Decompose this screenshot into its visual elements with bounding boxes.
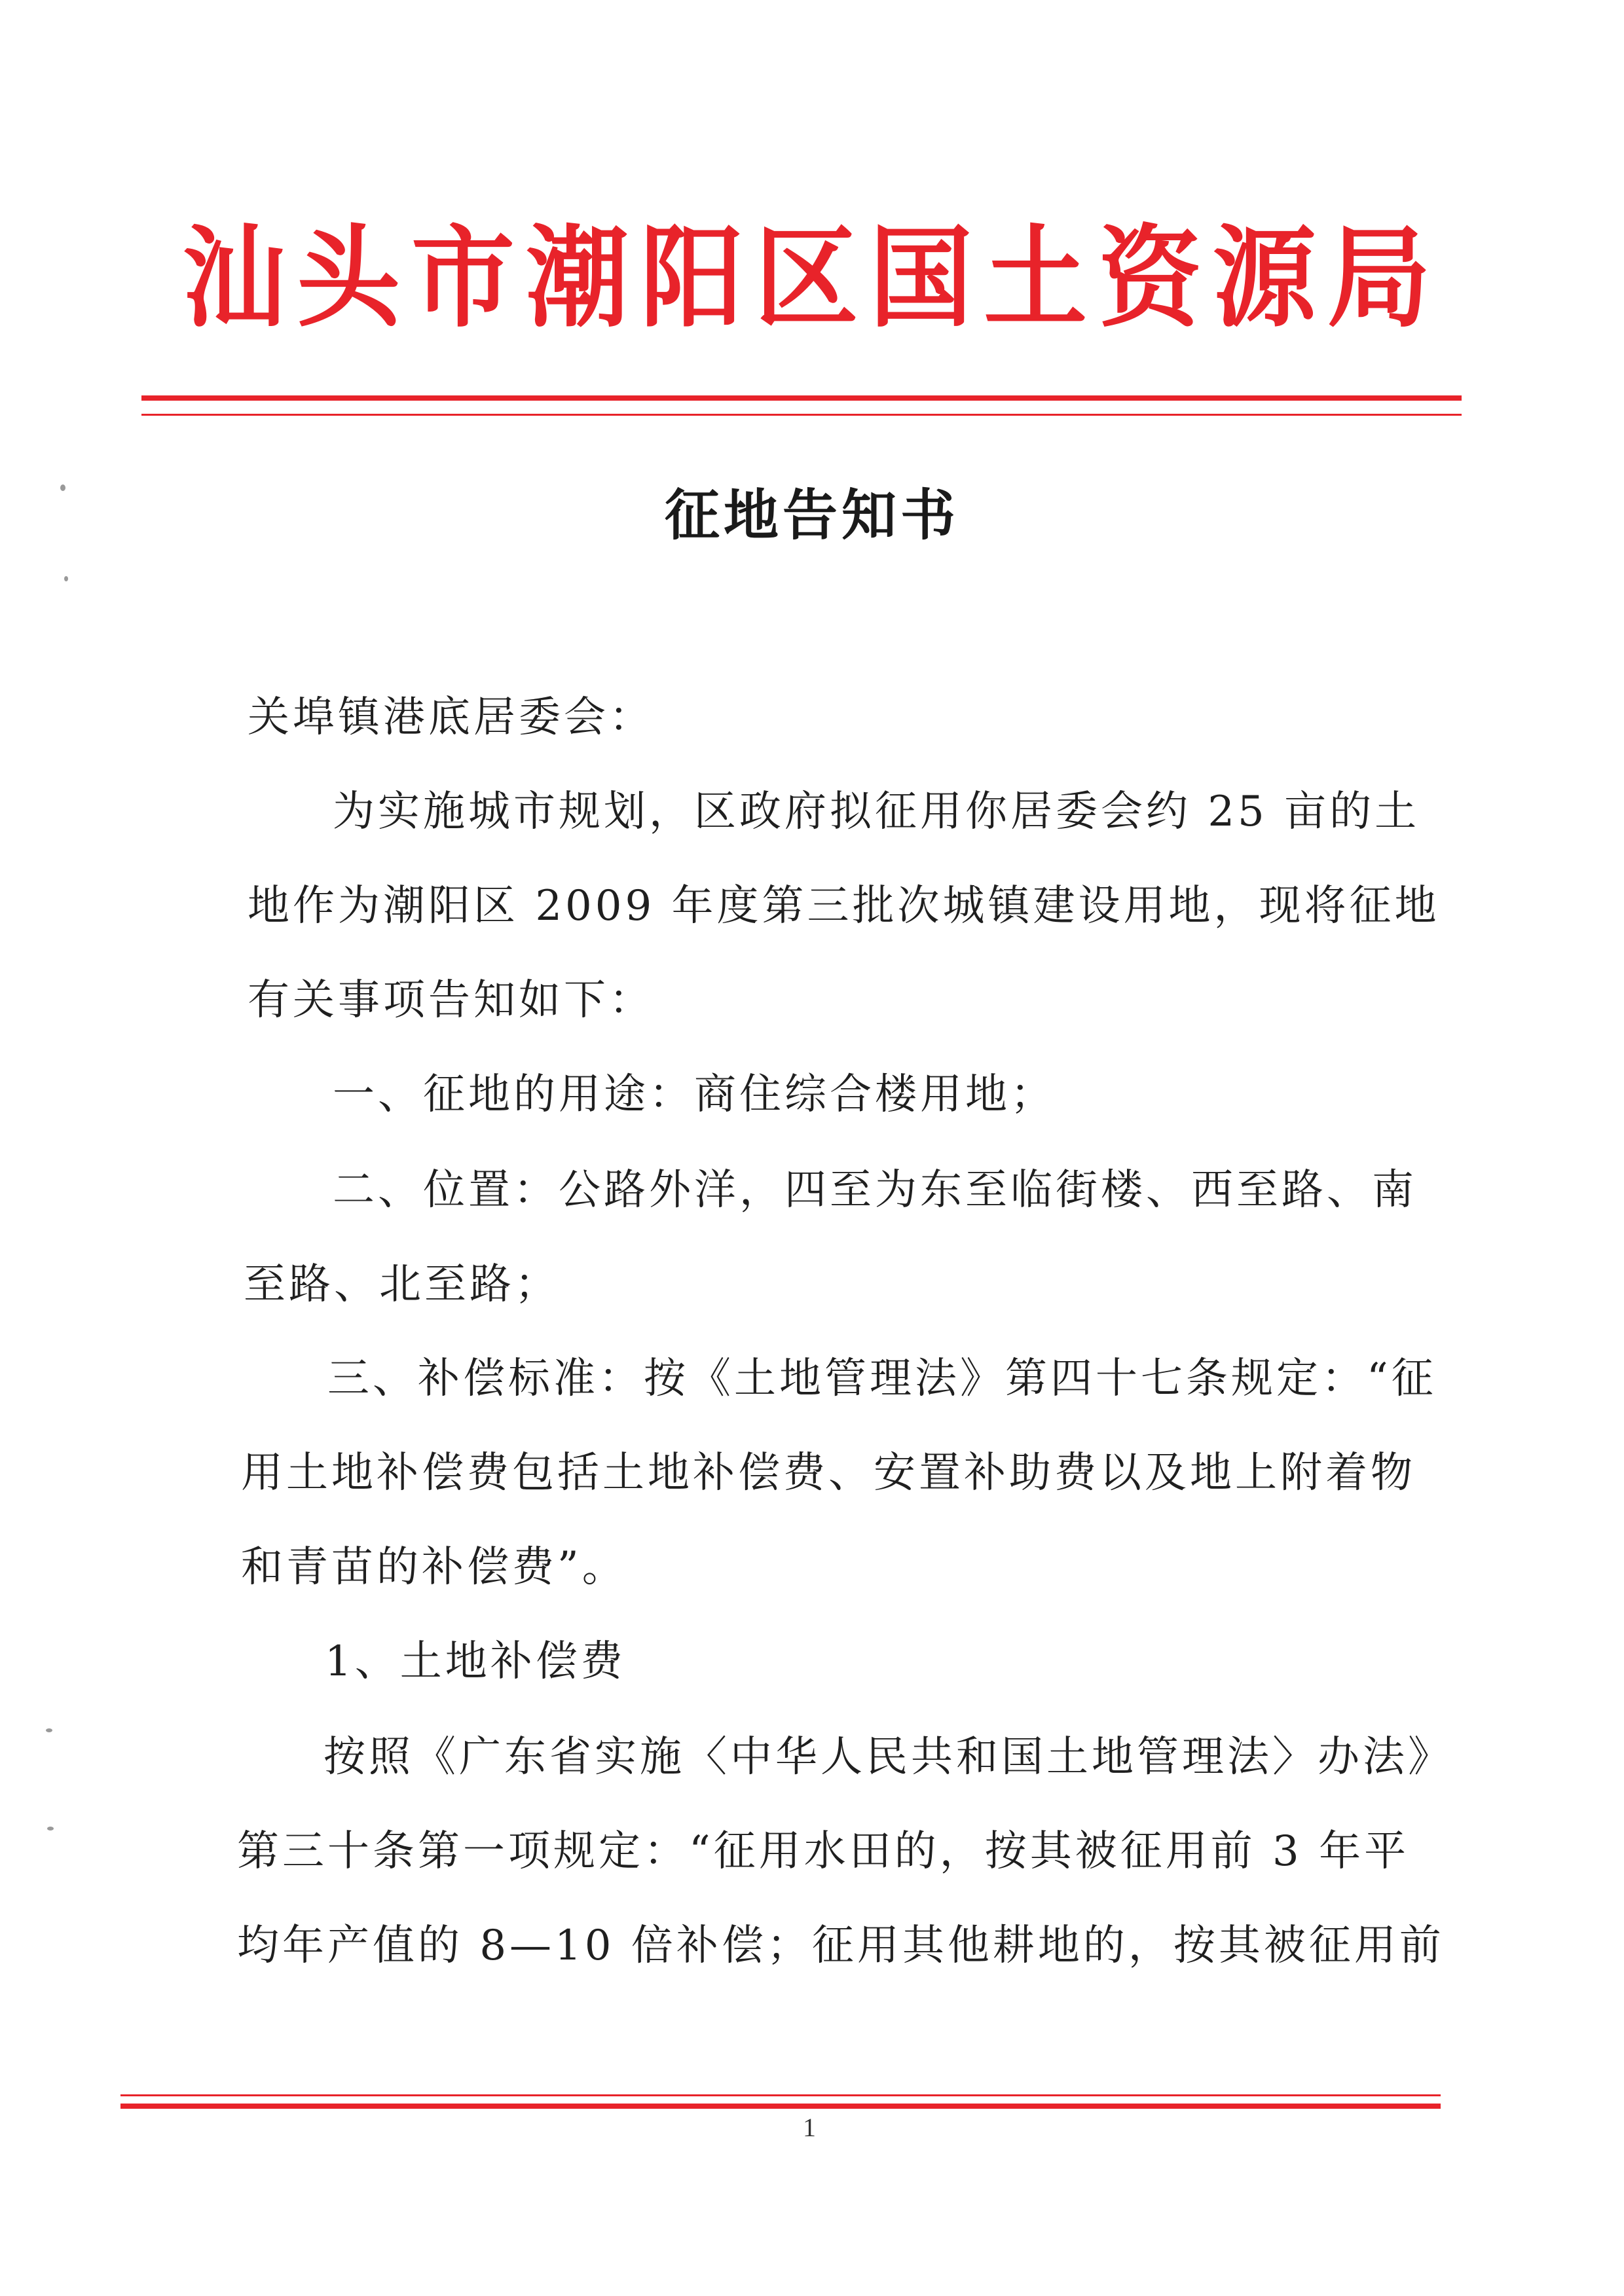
addressee: 关埠镇港底居委会： [248,693,654,742]
body-line: 1、土地补偿费 [325,1637,626,1686]
footer-rule-thin [120,2094,1441,2096]
body-line: 三、补偿标准：按《土地管理法》第四十七条规定：“征 [327,1355,1437,1403]
scan-speck [60,484,65,491]
body-line: 为实施城市规划，区政府拟征用你居委会约 25 亩的土 [333,788,1420,836]
footer-rule-thick [120,2104,1441,2109]
body-line: 和青苗的补偿费”。 [241,1543,627,1592]
body-line: 一、征地的用途：商住综合楼用地； [333,1070,1056,1119]
document-title: 征地告知书 [664,483,959,547]
body-line: 至路、北至路； [244,1260,560,1309]
page-number: 1 [803,2113,816,2142]
letterhead-organization: 汕头市潮阳区国土资源局 [182,213,1442,342]
letterhead-rule-thick [141,395,1462,401]
body-line: 第三十条第一项规定：“征用水田的，按其被征用前 3 年平 [237,1827,1410,1876]
body-line: 地作为潮阳区 2009 年度第三批次城镇建设用地，现将征地 [248,882,1440,930]
body-line: 二、位置：公路外洋，四至为东至临街楼、西至路、南 [333,1166,1417,1214]
scan-speck [46,1728,52,1732]
body-line: 用土地补偿费包括土地补偿费、安置补助费以及地上附着物 [241,1449,1416,1497]
body-line: 均年产值的 8—10 倍补偿；征用其他耕地的，按其被征用前 [237,1922,1445,1970]
body-line: 有关事项告知如下： [248,976,654,1025]
letterhead-rule-thin [141,414,1462,416]
scan-speck [47,1827,54,1831]
scan-speck [64,576,68,581]
body-line: 按照《广东省实施〈中华人民共和国土地管理法〉办法》 [323,1733,1453,1781]
